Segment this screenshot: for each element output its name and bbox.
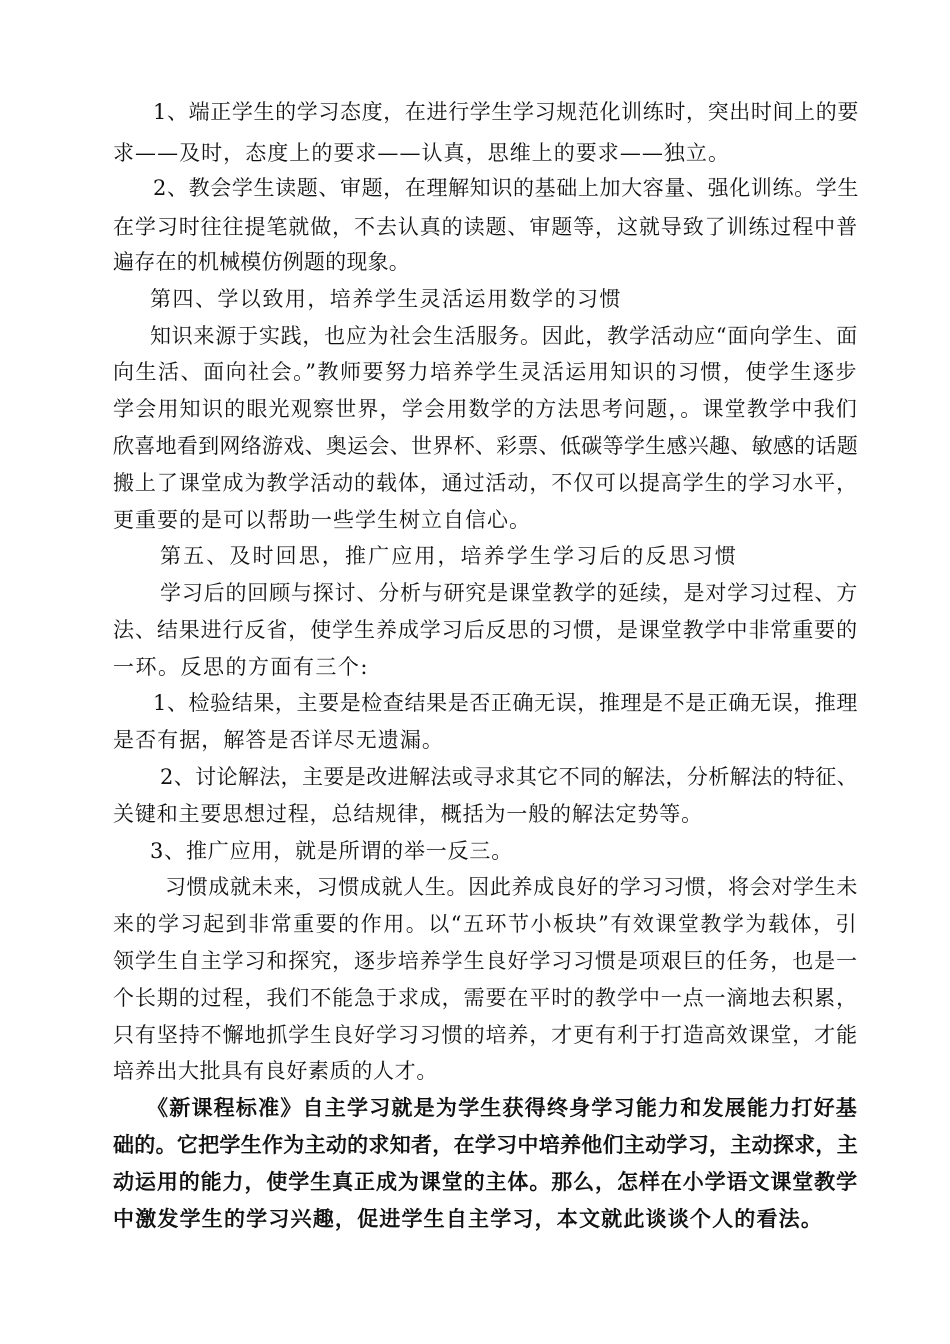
text-line: 《新课程标准》自主学习就是为学生获得终身学习能力和发展能力打好基 — [147, 1095, 858, 1120]
text-line: 向生活、面向社会。”教师要努力培养学生灵活运用知识的习惯，使学生逐步 — [113, 360, 858, 384]
text-line: 1、端正学生的学习态度，在进行学生学习规范化训练时，突出时间上的要 — [153, 100, 859, 124]
text-line: 学会用知识的眼光观察世界，学会用数学的方法思考问题，。课堂教学中我们 — [113, 397, 858, 421]
section-heading: 第四、学以致用，培养学生灵活运用数学的习惯 — [150, 287, 622, 311]
text-line: 2、讨论解法，主要是改进解法或寻求其它不同的解法，分析解法的特征、 — [160, 765, 858, 789]
text-line: 搬上了课堂成为教学活动的载体，通过活动，不仅可以提高学生的学习水平， — [113, 471, 858, 495]
text-line: 更重要的是可以帮助一些学生树立自信心。 — [113, 508, 531, 532]
text-line: 领学生自主学习和探究，逐步培养学生良好学习习惯是项艰巨的任务，也是一 — [113, 949, 858, 973]
text-line: 1、检验结果，主要是检查结果是否正确无误，推理是不是正确无误，推理 — [153, 691, 858, 715]
text-line: 关键和主要思想过程，总结规律，概括为一般的解法定势等。 — [113, 802, 703, 826]
text-line: 个长期的过程，我们不能急于求成，需要在平时的教学中一点一滴地去积累， — [113, 986, 858, 1010]
text-line: 欣喜地看到网络游戏、奥运会、世界杯、彩票、低碳等学生感兴趣、敏感的话题 — [113, 434, 858, 458]
text-line: 动运用的能力，使学生真正成为课堂的主体。那么，怎样在小学语文课堂教学 — [113, 1169, 858, 1194]
text-line: 只有坚持不懈地抓学生良好学习习惯的培养，才更有利于打造高效课堂，才能 — [113, 1023, 858, 1047]
text-line: 是否有据，解答是否详尽无遗漏。 — [113, 728, 444, 752]
text-line: 3、推广应用，就是所谓的举一反三。 — [150, 839, 513, 863]
text-line: 遍存在的机械模仿例题的现象。 — [113, 250, 410, 274]
text-line: 来的学习起到非常重要的作用。以“五环节小板块”有效课堂教学为载体，引 — [113, 912, 858, 936]
text-line: 求——及时，态度上的要求——认真，思维上的要求——独立。 — [113, 141, 730, 165]
text-line: 学习后的回顾与探讨、分析与研究是课堂教学的延续，是对学习过程、方 — [160, 581, 858, 605]
text-line: 中激发学生的学习兴趣，促进学生自主学习，本文就此谈谈个人的看法。 — [113, 1206, 823, 1231]
section-heading: 第五、及时回思，推广应用，培养学生学习后的反思习惯 — [160, 544, 738, 568]
text-line: 2、教会学生读题、审题，在理解知识的基础上加大容量、强化训练。学生 — [153, 176, 859, 200]
text-line: 一环。反思的方面有三个: — [113, 655, 369, 679]
text-line: 础的。它把学生作为主动的求知者，在学习中培养他们主动学习，主动探求，主 — [113, 1132, 858, 1157]
text-line: 法、结果进行反省，使学生养成学习后反思的习惯，是课堂教学中非常重要的 — [113, 618, 858, 642]
text-line: 习惯成就未来，习惯成就人生。因此养成良好的学习习惯，将会对学生未 — [165, 875, 858, 899]
text-line: 在学习时往往提笔就做，不去认真的读题、审题等，这就导致了训练过程中普 — [113, 215, 858, 239]
text-line: 知识来源于实践，也应为社会生活服务。因此，教学活动应“面向学生、面 — [150, 324, 858, 348]
text-line: 培养出大批具有良好素质的人才。 — [113, 1059, 438, 1083]
